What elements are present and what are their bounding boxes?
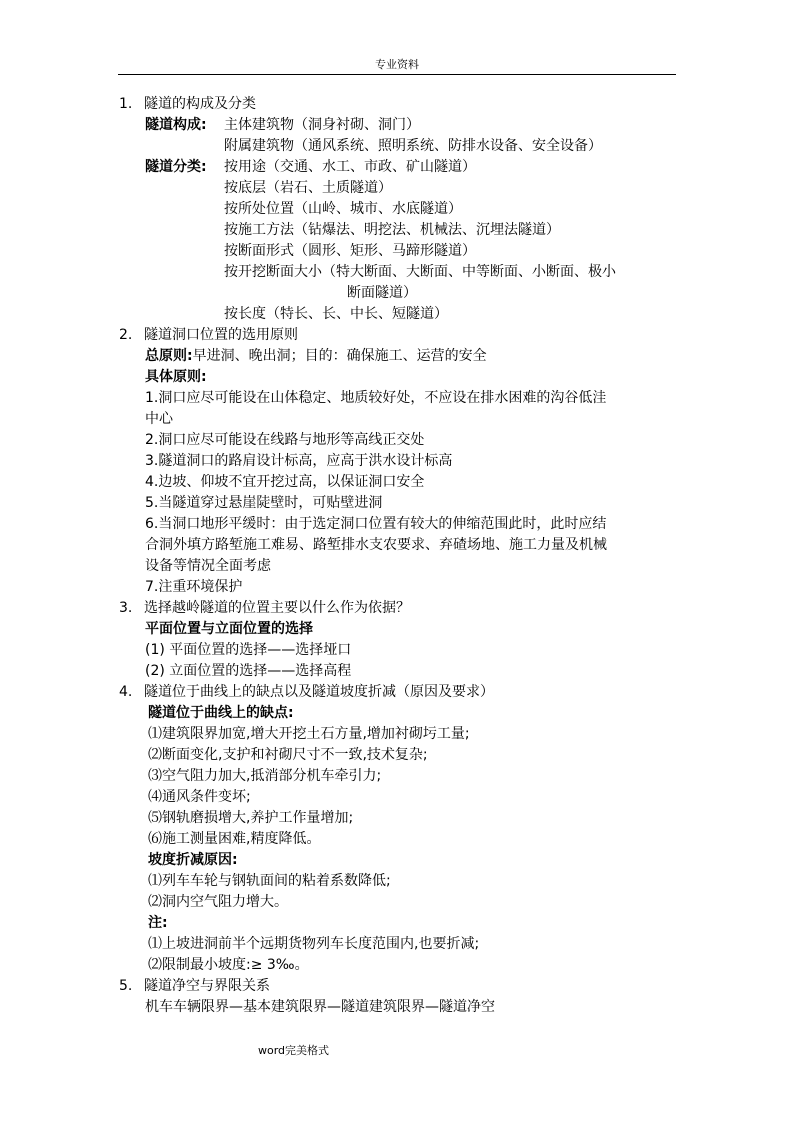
classification-item-continued: 断面隧道） <box>347 285 417 301</box>
reason-item: ⑵洞内空气阻力增大。 <box>148 894 288 910</box>
general-principle <box>145 346 487 366</box>
section-number: 2. <box>119 327 133 343</box>
classification-item: 按所处位置（山岭、城市、水底隧道） <box>224 201 462 217</box>
section-number: 4. <box>119 684 133 700</box>
general-principle-text: 早进洞、晚出洞；目的：确保施工、运营的安全 <box>192 348 487 364</box>
classification-label: 隧道分类: <box>145 159 207 175</box>
selection-item: (1) 平面位置的选择——选择垭口 <box>145 642 352 658</box>
clearance-relationship: 机车车辆限界—基本建筑限界—隧道建筑限界—隧道净空 <box>145 999 495 1015</box>
note-label: 注: <box>148 915 168 931</box>
composition-main: 主体建筑物（洞身衬砌、洞门） <box>224 117 420 133</box>
section-title: 隧道的构成及分类 <box>144 96 256 112</box>
principle-item: 3.隧道洞口的路肩设计标高，应高于洪水设计标高 <box>145 453 453 469</box>
principle-item: 4.边坡、仰坡不宜开挖过高，以保证洞口安全 <box>145 474 425 490</box>
section-3-heading <box>119 598 410 618</box>
classification-item: 按用途（交通、水工、市政、矿山隧道） <box>224 159 476 175</box>
section-4-heading <box>119 682 494 702</box>
classification-item: 按施工方法（钻爆法、明挖法、机械法、沉埋法隧道） <box>224 222 560 238</box>
principle-item-continued: 合洞外填方路堑施工难易、路堑排水支农要求、弃碴场地、施工力量及机械 <box>145 537 607 553</box>
principle-item-continued: 设备等情况全面考虑 <box>145 558 271 574</box>
section-title: 选择越岭隧道的位置主要以什么作为依据？ <box>144 600 410 616</box>
principle-item-continued: 中心 <box>145 411 173 427</box>
section-2-heading <box>119 325 298 345</box>
composition-auxiliary: 附属建筑物（通风系统、照明系统、防排水设备、安全设备） <box>224 138 602 154</box>
section-title: 隧道净空与界限关系 <box>144 978 270 994</box>
header-rule <box>118 74 676 75</box>
page-footer: word完美格式 <box>258 1044 330 1057</box>
note-item: ⑵限制最小坡度:≥ 3‰。 <box>148 957 309 973</box>
defect-item: ⑵断面变化,支护和衬砌尺寸不一致,技术复杂; <box>148 747 428 763</box>
classification-item: 按断面形式（圆形、矩形、马蹄形隧道） <box>224 243 476 259</box>
defect-item: ⑴建筑限界加宽,增大开挖土石方量,增加衬砌圬工量; <box>148 726 470 742</box>
principle-item: 7.注重环境保护 <box>145 579 243 595</box>
defect-item: ⑷通风条件变坏; <box>148 789 251 805</box>
section-3-subtitle: 平面位置与立面位置的选择 <box>145 621 313 637</box>
section-number: 5. <box>119 978 133 994</box>
classification-item: 按底层（岩石、土质隧道） <box>224 180 392 196</box>
defect-item: ⑸钢轨磨损增大,养护工作量增加; <box>148 810 354 826</box>
section-title: 隧道洞口位置的选用原则 <box>144 327 298 343</box>
principle-item: 2.洞口应尽可能设在线路与地形等高线正交处 <box>145 432 425 448</box>
specific-principles-label: 具体原则: <box>145 369 207 385</box>
section-number: 3. <box>119 600 133 616</box>
section-number: 1. <box>119 96 133 112</box>
note-item: ⑴上坡进洞前半个远期货物列车长度范围内,也要折减; <box>148 936 480 952</box>
section-5-heading <box>119 976 270 996</box>
reasons-label: 坡度折减原因: <box>148 852 238 868</box>
section-1-heading <box>119 94 256 114</box>
defect-item: ⑹施工测量困难,精度降低。 <box>148 831 321 847</box>
composition-label: 隧道构成: <box>145 117 207 133</box>
defect-item: ⑶空气阻力加大,抵消部分机车牵引力; <box>148 768 382 784</box>
classification-item: 按开挖断面大小（特大断面、大断面、中等断面、小断面、极小 <box>224 264 616 280</box>
classification-item: 按长度（特长、长、中长、短隧道） <box>224 306 448 322</box>
section-title: 隧道位于曲线上的缺点以及隧道坡度折减（原因及要求） <box>144 684 494 700</box>
principle-item: 5.当隧道穿过悬崖陡壁时，可贴壁进洞 <box>145 495 383 511</box>
page-header: 专业资料 <box>375 58 419 71</box>
selection-item: (2) 立面位置的选择——选择高程 <box>145 663 352 679</box>
principle-item: 6.当洞口地形平缓时：由于选定洞口位置有较大的伸缩范围此时，此时应结 <box>145 516 607 532</box>
reason-item: ⑴列车车轮与钢轨面间的粘着系数降低; <box>148 873 391 889</box>
principle-item: 1.洞口应尽可能设在山体稳定、地质较好处，不应设在排水困难的沟谷低洼 <box>145 390 607 406</box>
general-principle-label: 总原则: <box>145 348 193 364</box>
defects-label: 隧道位于曲线上的缺点: <box>148 705 294 721</box>
